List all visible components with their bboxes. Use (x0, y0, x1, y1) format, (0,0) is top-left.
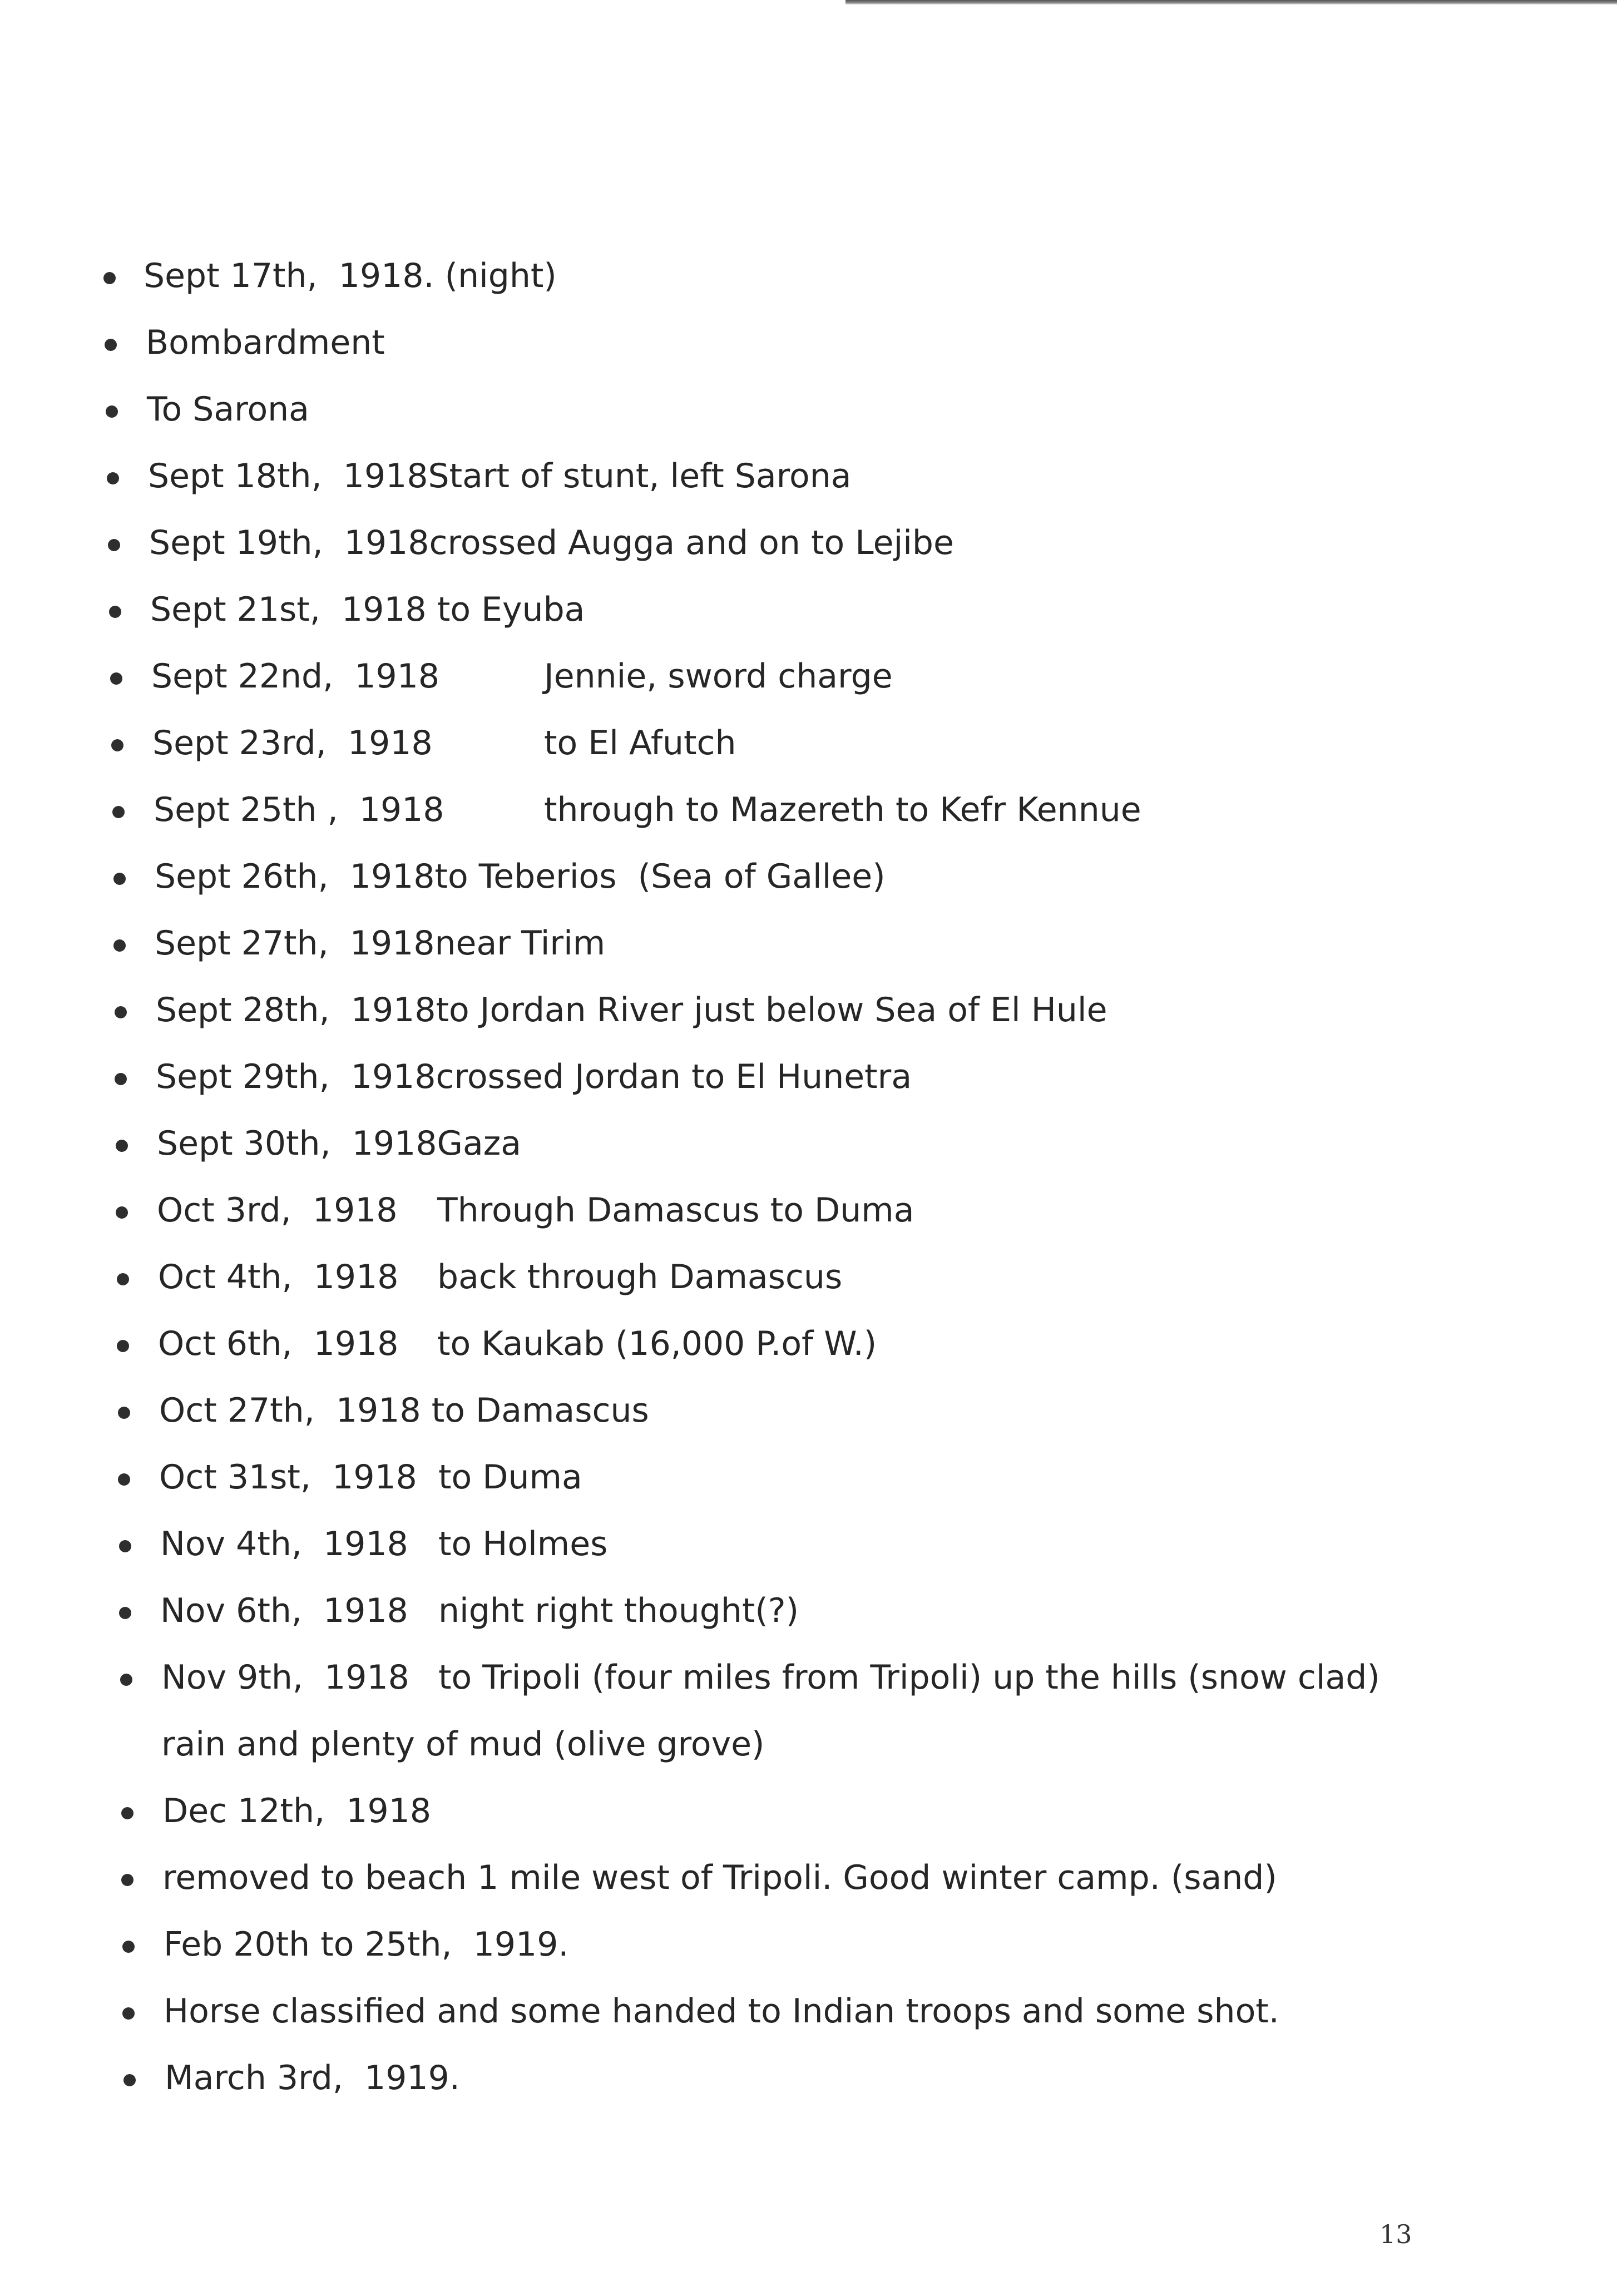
entry-text: crossed Jordan to El Hunetra (436, 1057, 912, 1096)
bullet-icon (110, 672, 122, 685)
bullet-icon (115, 1006, 127, 1018)
entry-text: to Holmes (438, 1525, 608, 1563)
diary-entry (162, 1791, 431, 1831)
diary-entry (161, 1657, 1380, 1698)
entry-date: Dec 12th, 1918 (162, 1792, 431, 1830)
diary-entry (159, 1457, 582, 1497)
bullet-icon (103, 272, 116, 284)
diary-entry (144, 256, 557, 296)
bullet-icon (112, 806, 125, 818)
entry-date: Sept 26th, 1918 (155, 857, 435, 896)
entry-text: To Sarona (147, 390, 309, 429)
entry-text: to Duma (438, 1458, 582, 1497)
bullet-icon (121, 1807, 133, 1819)
entry-text: to Jordan River just below Sea of El Hule (436, 991, 1107, 1030)
diary-entry-continuation (161, 1724, 764, 1764)
entry-text: Start of stunt, left Sarona (428, 457, 852, 496)
diary-entry (155, 857, 886, 897)
diary-entry (165, 2058, 460, 2098)
bullet-icon (107, 472, 119, 484)
bullet-icon (117, 1273, 129, 1285)
diary-entry (164, 1924, 568, 1965)
diary-entry (155, 923, 605, 963)
entry-text: removed to beach 1 mile west of Tripoli. Good winter camp. (sand) (162, 1858, 1277, 1897)
diary-entry (160, 1591, 799, 1631)
diary-entry (151, 656, 893, 696)
entry-text: Jennie, sword charge (544, 657, 893, 696)
entry-date: March 3rd, 1919. (165, 2059, 460, 2097)
bullet-icon (123, 2074, 136, 2086)
bullet-icon (120, 1674, 132, 1686)
diary-entry (148, 456, 852, 496)
diary-entry (164, 1991, 1279, 2031)
entry-date: Sept 23rd, 1918 (152, 724, 433, 763)
entry-text: to Teberios (Sea of Gallee) (434, 857, 886, 896)
bullet-icon (116, 1206, 128, 1219)
bullet-icon (106, 405, 118, 418)
entry-date: Feb 20th to 25th, 1919. (164, 1925, 569, 1964)
entry-text: back through Damascus (437, 1258, 843, 1297)
bullet-icon (119, 1540, 131, 1552)
entry-text: night right thought(?) (438, 1591, 799, 1630)
entry-text: (night) (444, 256, 557, 295)
diary-entry (159, 1391, 649, 1431)
entry-text: rain and plenty of mud (olive grove) (161, 1725, 765, 1764)
diary-entry (160, 1524, 608, 1564)
diary-entry (157, 1190, 914, 1230)
entry-text: to Kaukab (16,000 P.of W.) (437, 1324, 877, 1363)
bullet-icon (119, 1607, 131, 1619)
diary-entry (146, 323, 385, 363)
entry-text: to Eyuba (437, 590, 585, 629)
entry-text: near Tirim (434, 924, 606, 963)
entry-date: Sept 30th, 1918 (157, 1124, 437, 1163)
entry-date: Nov 4th, 1918 (160, 1525, 408, 1563)
bullet-icon (113, 873, 126, 885)
diary-entry (149, 523, 954, 563)
entry-text: crossed Augga and on to Lejibe (429, 523, 954, 562)
bullet-icon (118, 1473, 130, 1486)
bullet-icon (122, 1941, 135, 1953)
entry-text: through to Mazereth to Kefr Kennue (544, 790, 1141, 829)
entry-date: Oct 27th, 1918 (159, 1391, 421, 1430)
entry-date: Sept 28th, 1918 (156, 991, 436, 1030)
diary-entry (157, 1124, 521, 1164)
page-number: 13 (1379, 2219, 1412, 2249)
entry-date: Sept 21st, 1918 (150, 590, 427, 629)
bullet-icon (116, 1140, 128, 1152)
entry-date: Oct 31st, 1918 (159, 1458, 417, 1497)
entry-date: Oct 6th, 1918 (158, 1324, 399, 1363)
entry-text: to Tripoli (four miles from Tripoli) up the hills (snow clad) (438, 1658, 1380, 1697)
entry-date: Sept 27th, 1918 (155, 924, 435, 963)
entry-date: Nov 9th, 1918 (161, 1658, 409, 1697)
entry-date: Sept 18th, 1918 (148, 457, 428, 496)
entry-text: Horse classified and some handed to Indian troops and some shot. (164, 1992, 1279, 2031)
bullet-icon (113, 939, 126, 952)
entry-date: Sept 22nd, 1918 (151, 657, 440, 696)
diary-entry (152, 723, 736, 763)
entry-date: Oct 4th, 1918 (158, 1258, 399, 1297)
bullet-icon (111, 739, 123, 751)
bullet-icon (118, 1407, 130, 1419)
entry-text: Bombardment (146, 323, 385, 362)
diary-entry (158, 1324, 877, 1364)
entry-date: Sept 29th, 1918 (156, 1057, 436, 1096)
entry-text: Gaza (437, 1124, 522, 1163)
diary-entry (147, 389, 309, 429)
entry-text: to Damascus (431, 1391, 649, 1430)
bullet-icon (115, 1073, 127, 1085)
bullet-icon (122, 2007, 135, 2020)
diary-entry (156, 1057, 912, 1097)
entry-date: Sept 25th , 1918 (154, 790, 444, 829)
entry-text: to El Afutch (544, 724, 736, 763)
entry-date: Nov 6th, 1918 (160, 1591, 408, 1630)
bullet-icon (117, 1340, 129, 1352)
diary-entry (162, 1858, 1277, 1898)
bullet-icon (109, 606, 121, 618)
diary-entry (154, 790, 1141, 830)
bullet-icon (108, 539, 120, 551)
bullet-icon (105, 339, 117, 351)
entry-text: Through Damascus to Duma (437, 1191, 914, 1230)
entry-date: Sept 17th, 1918. (144, 256, 434, 295)
diary-entry (150, 590, 585, 630)
diary-entry (156, 990, 1107, 1030)
bullet-icon (121, 1874, 133, 1886)
entry-date: Oct 3rd, 1918 (157, 1191, 398, 1230)
entry-date: Sept 19th, 1918 (149, 523, 429, 562)
diary-entry (158, 1257, 843, 1297)
